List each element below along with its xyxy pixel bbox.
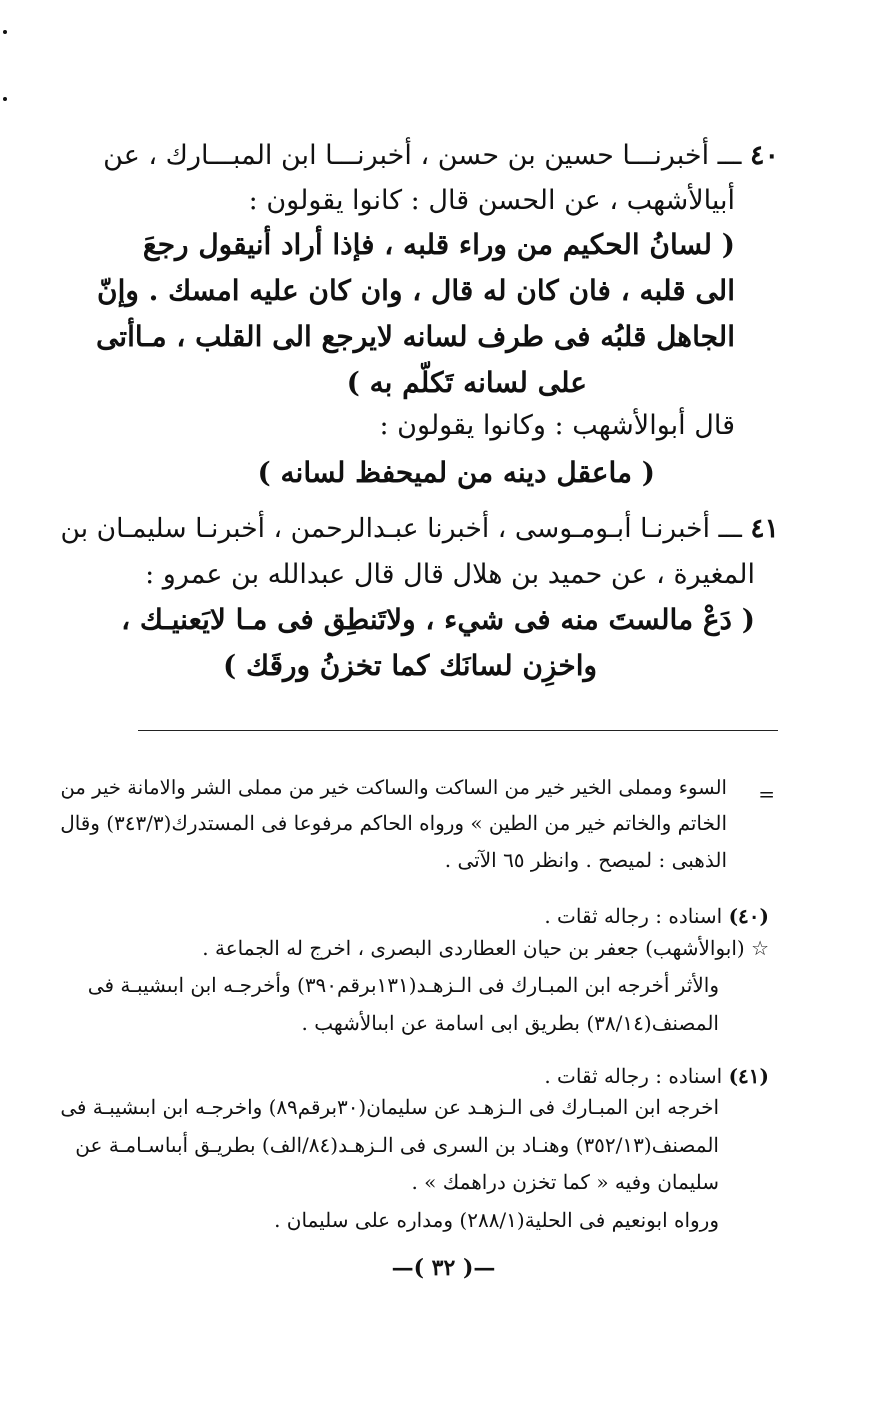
scan-speck bbox=[3, 30, 7, 34]
footnote-40-line bbox=[202, 936, 769, 960]
hadith-41-quote-line: ( دَعْ مالستَ منه فى شيء ، ولاتَنطِق فى مـا لايَعنيـك ، bbox=[121, 603, 755, 636]
footnote-marker: (٤٠) bbox=[728, 904, 769, 928]
footnote-line: السوء ومملى الخير خير من الساكت والساكت خير من مملى الشر والامانة خير من bbox=[60, 776, 727, 799]
hadith-40-quote-line: الى قلبه ، فان كان له قال ، وان كان عليه امسك . وإنّ bbox=[97, 274, 735, 307]
footnote-text: اسناده : رجاله ثقات . bbox=[544, 1064, 723, 1088]
continuation-marker: = bbox=[758, 782, 775, 806]
footnote-text: اسناده : رجاله ثقات . bbox=[544, 904, 723, 928]
hadith-40-quote-2: ( ماعقل دينه من لميحفظ لسانه ) bbox=[257, 456, 655, 489]
isnad-text: ـــ أخبرنـا أبـومـوسى ، أخبرنا عبـدالرحمن ، أخبرنـا سليمـان بن bbox=[60, 513, 742, 544]
hadith-40-quote-line: على لسانه تَكلّم به ) bbox=[346, 366, 587, 399]
footnote-line: المصنف(٣٨/١٤) بطريق ابى اسامة عن ابىالأشهب . bbox=[301, 1011, 719, 1035]
footnote-40-heading bbox=[544, 904, 769, 928]
hadith-41-line-1 bbox=[60, 513, 779, 544]
hadith-40-line-2: أبيالأشهب ، عن الحسن قال : كانوا يقولون : bbox=[248, 185, 735, 216]
footnote-line: اخرجه ابن المبـارك فى الـزهـد عن سليمان(٣٠برقم٨٩) واخرجـه ابن ابىشيبـة فى bbox=[60, 1096, 719, 1119]
hadith-number: ٤١ bbox=[750, 513, 779, 544]
hadith-40-quote-line: الجاهل قلبُه فى طرف لسانه لايرجع الى القلب ، مـاأتى bbox=[95, 320, 735, 353]
footnote-line: الذهبى : لميصح . وانظر ٦٥ الآتى . bbox=[444, 848, 727, 872]
hadith-40-quote-line: ( لسانُ الحكيم من وراء قلبه ، فإذا أراد أنيقول رجعَ bbox=[142, 228, 735, 261]
footnote-text: (ابوالأشهب) جعفر بن حيان العطاردى البصرى ، اخرج له الجماعة . bbox=[202, 936, 745, 960]
hadith-41-line-2: المغيرة ، عن حميد بن هلال قال قال عبدالله بن عمرو : bbox=[145, 559, 755, 590]
hadith-number: ٤٠ bbox=[749, 140, 779, 171]
footnote-line: المصنف(٣٥٢/١٣) وهنـاد بن السرى فى الـزهـد(٨٤/الف) بطريـق أبىاسـامـة عن bbox=[75, 1133, 719, 1157]
footnote-41-heading bbox=[544, 1064, 769, 1088]
footnote-marker: (٤١) bbox=[728, 1064, 769, 1088]
footnote-line: ورواه ابونعيم فى الحلية(٢٨٨/١) ومداره على سليمان . bbox=[274, 1208, 719, 1232]
hadith-41-quote-line: واخزِن لسانَك كما تخزنُ ورقَك ) bbox=[223, 649, 597, 682]
isnad-text: ـــ أخبرنـــا حسين بن حسن ، أخبرنـــا ابن المبـــارك ، عن bbox=[103, 140, 742, 171]
scan-speck bbox=[3, 97, 7, 101]
hadith-40-line-3: قال أبوالأشهب : وكانوا يقولون : bbox=[379, 410, 735, 441]
footnote-line: الخاتم والخاتم خير من الطين » ورواه الحاكم مرفوعا فى المستدرك(٣٤٣/٣) وقال bbox=[60, 811, 727, 835]
footnote-line: سليمان وفيه « كما تخزن دراهمك » . bbox=[411, 1170, 719, 1194]
hadith-40-line-1 bbox=[103, 140, 779, 171]
footnote-separator bbox=[138, 730, 778, 731]
page-number: —( ٣٢ )— bbox=[391, 1255, 496, 1281]
footnote-line: والأثر أخرجه ابن المبـارك فى الـزهـد(١٣١برقم٣٩٠) وأخرجـه ابن ابىشيبـة فى bbox=[87, 973, 719, 997]
star-icon: ☆ bbox=[751, 936, 769, 960]
